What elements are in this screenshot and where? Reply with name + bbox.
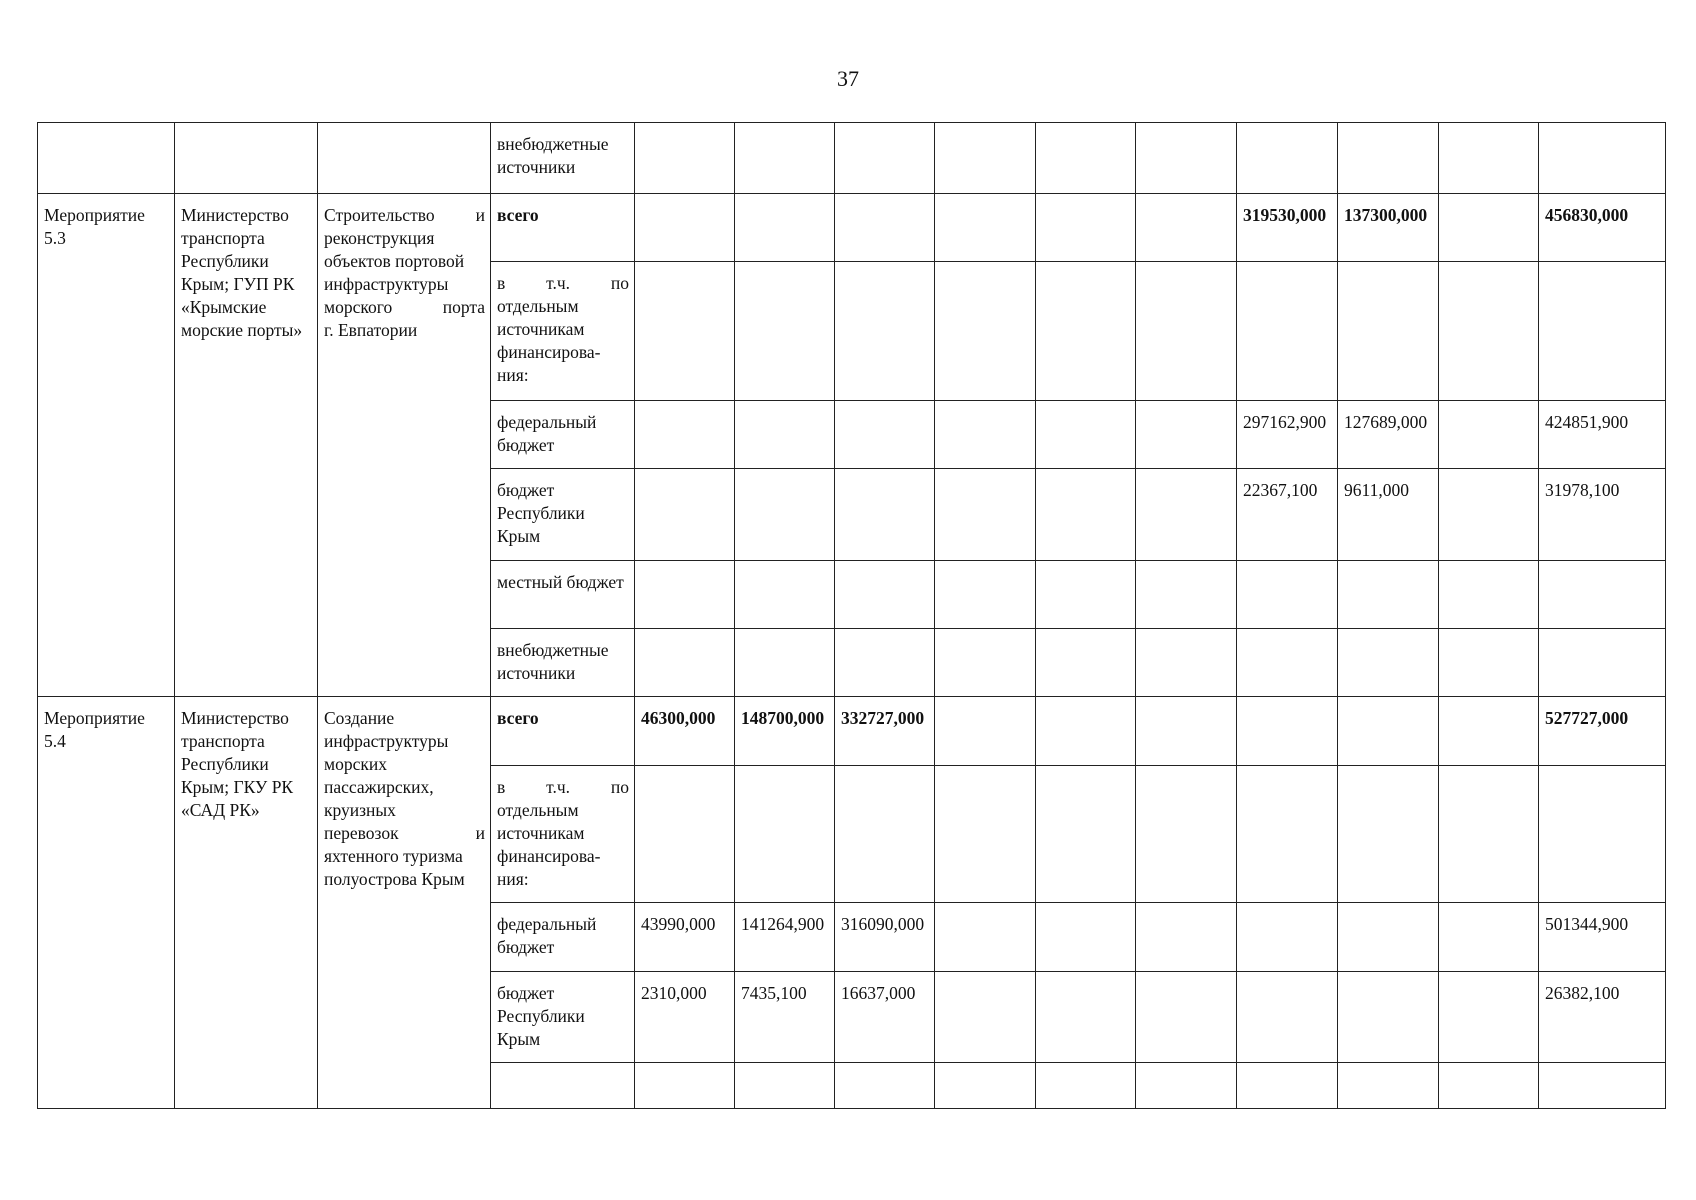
value-cell: 332727,000 [835, 697, 935, 766]
value-cell [935, 194, 1036, 262]
value-cell [1439, 262, 1539, 401]
value-cell [1036, 262, 1136, 401]
value-cell [1338, 903, 1439, 972]
source-cell: в т.ч. по отдельным источникам финансирова-ния: [491, 262, 635, 401]
value-cell [1338, 561, 1439, 629]
value-cell: 148700,000 [735, 697, 835, 766]
value-cell [1439, 123, 1539, 194]
value-cell [935, 1063, 1036, 1109]
value-cell [1439, 401, 1539, 469]
value-cell [1439, 972, 1539, 1063]
value-cell [635, 1063, 735, 1109]
source-cell: местный бюджет [491, 561, 635, 629]
total-cell: 527727,000 [1539, 697, 1666, 766]
value-cell [1036, 629, 1136, 697]
value-cell [1338, 972, 1439, 1063]
value-cell: 316090,000 [835, 903, 935, 972]
funding-table [37, 122, 1666, 1109]
value-cell [935, 697, 1036, 766]
value-cell [735, 1063, 835, 1109]
source-cell: всего [491, 697, 635, 766]
value-cell [1136, 262, 1237, 401]
value-cell [1036, 1063, 1136, 1109]
value-cell [735, 561, 835, 629]
description-cell: Создание инфраструктуры морских пассажирских, круизных перевозок и яхтенного туризма полуострова Крым [318, 697, 491, 1109]
value-cell [1439, 629, 1539, 697]
value-cell [1136, 401, 1237, 469]
source-cell: федеральный бюджет [491, 401, 635, 469]
measure-id-cell: Мероприятие 5.4 [38, 697, 175, 1109]
value-cell [1136, 697, 1237, 766]
value-cell [1439, 766, 1539, 903]
source-cell: всего [491, 194, 635, 262]
table-row [38, 194, 1666, 262]
measure-id-cell: Мероприятие 5.3 [38, 194, 175, 697]
value-cell [1237, 262, 1338, 401]
table-row [38, 697, 1666, 766]
value-cell [1136, 194, 1237, 262]
value-cell [1539, 123, 1666, 194]
total-cell [1539, 1063, 1666, 1109]
value-cell [1136, 1063, 1237, 1109]
value-cell [1136, 972, 1237, 1063]
value-cell [1036, 697, 1136, 766]
total-cell: 501344,900 [1539, 903, 1666, 972]
value-cell [835, 469, 935, 561]
executor-cell: Министерство транспорта Республики Крым; ГУП РК «Крымские морские порты» [175, 194, 318, 697]
value-cell [1338, 1063, 1439, 1109]
measure-id-cell [38, 123, 175, 194]
value-cell [1036, 469, 1136, 561]
value-cell [835, 629, 935, 697]
page-number: 37 [837, 66, 859, 91]
value-cell [635, 123, 735, 194]
value-cell [735, 194, 835, 262]
value-cell [1439, 469, 1539, 561]
value-cell [935, 903, 1036, 972]
value-cell [1036, 972, 1136, 1063]
source-cell: внебюджетные источники [491, 629, 635, 697]
value-cell [935, 629, 1036, 697]
value-cell [1237, 766, 1338, 903]
value-cell [1439, 561, 1539, 629]
value-cell [1036, 401, 1136, 469]
total-cell [1539, 766, 1666, 903]
value-cell [1338, 766, 1439, 903]
value-cell [635, 766, 735, 903]
value-cell [635, 401, 735, 469]
value-cell [1237, 697, 1338, 766]
value-cell [935, 972, 1036, 1063]
value-cell [935, 401, 1036, 469]
total-cell [1539, 262, 1666, 401]
executor-cell [175, 123, 318, 194]
value-cell [1237, 123, 1338, 194]
value-cell: 9611,000 [1338, 469, 1439, 561]
total-cell [1539, 629, 1666, 697]
value-cell [835, 401, 935, 469]
value-cell [835, 1063, 935, 1109]
value-cell [635, 194, 735, 262]
value-cell [935, 123, 1036, 194]
value-cell [1036, 194, 1136, 262]
total-cell [1539, 561, 1666, 629]
total-cell: 26382,100 [1539, 972, 1666, 1063]
value-cell: 137300,000 [1338, 194, 1439, 262]
source-cell: бюджет Республики Крым [491, 469, 635, 561]
value-cell [735, 629, 835, 697]
value-cell [1439, 1063, 1539, 1109]
value-cell [1439, 697, 1539, 766]
value-cell: 319530,000 [1237, 194, 1338, 262]
value-cell [1136, 903, 1237, 972]
value-cell [835, 123, 935, 194]
value-cell [1338, 629, 1439, 697]
value-cell [735, 401, 835, 469]
table-row [38, 123, 1666, 194]
value-cell [1136, 629, 1237, 697]
executor-cell: Министерство транспорта Республики Крым; ГКУ РК «САД РК» [175, 697, 318, 1109]
value-cell: 7435,100 [735, 972, 835, 1063]
value-cell [1439, 194, 1539, 262]
value-cell [1237, 972, 1338, 1063]
value-cell [935, 766, 1036, 903]
value-cell [835, 194, 935, 262]
value-cell [835, 262, 935, 401]
value-cell [735, 766, 835, 903]
value-cell [835, 766, 935, 903]
source-cell: бюджет Республики Крым [491, 972, 635, 1063]
value-cell [1338, 123, 1439, 194]
value-cell: 46300,000 [635, 697, 735, 766]
value-cell [1036, 903, 1136, 972]
value-cell [1237, 561, 1338, 629]
value-cell [635, 262, 735, 401]
value-cell [935, 469, 1036, 561]
value-cell [1439, 903, 1539, 972]
value-cell: 16637,000 [835, 972, 935, 1063]
source-cell: в т.ч. по отдельным источникам финансирова-ния: [491, 766, 635, 903]
value-cell [635, 561, 735, 629]
value-cell: 2310,000 [635, 972, 735, 1063]
value-cell [1237, 629, 1338, 697]
source-cell [491, 1063, 635, 1109]
total-cell: 31978,100 [1539, 469, 1666, 561]
value-cell [1036, 766, 1136, 903]
total-cell: 456830,000 [1539, 194, 1666, 262]
value-cell [635, 469, 735, 561]
value-cell [935, 262, 1036, 401]
value-cell [935, 561, 1036, 629]
description-cell [318, 123, 491, 194]
value-cell: 141264,900 [735, 903, 835, 972]
value-cell [1136, 469, 1237, 561]
description-cell: Строительство и реконструкция объектов портовой инфраструктуры морского порта г. Евпатории [318, 194, 491, 697]
value-cell [835, 561, 935, 629]
value-cell [1237, 903, 1338, 972]
value-cell [735, 262, 835, 401]
total-cell: 424851,900 [1539, 401, 1666, 469]
value-cell [635, 629, 735, 697]
value-cell: 297162,900 [1237, 401, 1338, 469]
value-cell [1036, 123, 1136, 194]
value-cell [1136, 561, 1237, 629]
value-cell [735, 123, 835, 194]
value-cell [1237, 1063, 1338, 1109]
value-cell [1136, 123, 1237, 194]
value-cell [1036, 561, 1136, 629]
value-cell: 127689,000 [1338, 401, 1439, 469]
source-cell: внебюджетные источники [491, 123, 635, 194]
value-cell [1338, 262, 1439, 401]
value-cell [1136, 766, 1237, 903]
value-cell: 43990,000 [635, 903, 735, 972]
value-cell [1338, 697, 1439, 766]
value-cell [735, 469, 835, 561]
source-cell: федеральный бюджет [491, 903, 635, 972]
value-cell: 22367,100 [1237, 469, 1338, 561]
